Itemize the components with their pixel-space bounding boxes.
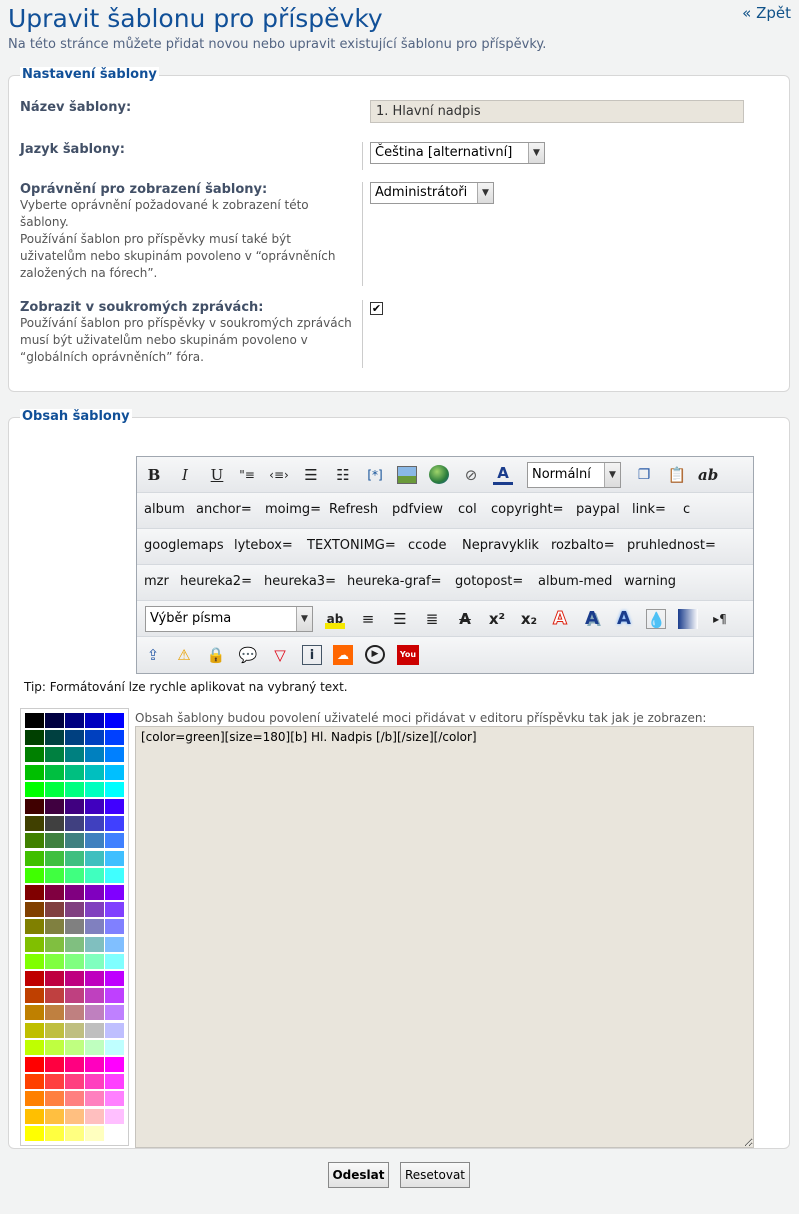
permission-row [20,182,780,286]
color-swatch[interactable] [85,1023,104,1038]
color-swatch[interactable] [65,747,84,762]
color-swatch[interactable] [45,954,64,969]
color-swatch[interactable] [25,851,44,866]
custom-bbcode-button[interactable]: moimg= [265,502,322,517]
color-swatch[interactable] [25,1109,44,1124]
custom-bbcode-button[interactable]: ccode [408,538,447,553]
color-swatch[interactable] [65,971,84,986]
custom-bbcode-button[interactable]: link= [632,502,666,517]
custom-bbcode-button[interactable]: anchor= [196,502,252,517]
youtube-icon[interactable]: You [397,645,419,665]
text-color-icon[interactable]: A [493,465,513,485]
color-swatch[interactable] [85,954,104,969]
gradient-icon[interactable] [678,609,698,629]
color-swatch[interactable] [65,885,84,900]
color-swatch[interactable] [85,1057,104,1072]
color-swatch[interactable] [65,1005,84,1020]
editor-toolbar [136,456,754,674]
settings-legend: Nastavení šablony [22,67,157,82]
text-outline-red-icon[interactable]: A [553,608,567,629]
color-swatch[interactable] [85,1040,104,1055]
color-swatch[interactable] [85,713,104,728]
color-swatch[interactable] [45,1074,64,1089]
color-swatch[interactable] [25,937,44,952]
permission-explain-2: Používání šablon pro příspěvky musí také být uživatelům nebo skupinám povoleno v “oprávněních založených na fórech”. [20,232,336,280]
color-swatch[interactable] [85,765,104,780]
quote-button[interactable]: "≡ [239,468,255,482]
color-swatch[interactable] [105,747,124,762]
direction-icon[interactable]: ▸¶ [713,612,727,626]
language-label: Jazyk šablony: [20,142,125,157]
custom-bbcode-button[interactable]: gotopost= [455,574,524,589]
text-glow-icon[interactable]: A [617,608,631,629]
color-swatch[interactable] [85,747,104,762]
permission-explain-1: Vyberte oprávnění požadované k zobrazení této šablony. [20,198,309,229]
color-swatch[interactable] [65,919,84,934]
color-palette [20,708,129,1146]
color-swatch[interactable] [65,988,84,1003]
upload-icon[interactable]: ⇪ [146,646,160,664]
color-swatch[interactable] [85,868,104,883]
alert-triangle-icon[interactable]: ▽ [274,646,286,664]
pm-checkbox[interactable]: ✔ [371,302,382,315]
color-swatch[interactable] [85,851,104,866]
color-swatch[interactable] [105,765,124,780]
color-swatch[interactable] [25,730,44,745]
color-swatch[interactable] [45,799,64,814]
color-swatch[interactable] [85,1109,104,1124]
chevron-down-icon: ▼ [604,463,620,487]
settings-panel [8,67,790,392]
color-swatch[interactable] [105,988,124,1003]
image-icon[interactable] [397,466,417,484]
custom-bbcode-button[interactable]: googlemaps [144,538,224,553]
color-swatch[interactable] [85,1005,104,1020]
color-swatch[interactable] [45,868,64,883]
chevron-down-icon: ▼ [528,143,544,163]
color-swatch[interactable] [105,1005,124,1020]
color-swatch[interactable] [65,799,84,814]
bold-button[interactable]: B [147,466,161,484]
submit-button[interactable]: Odeslat [328,1162,389,1188]
name-input[interactable] [370,100,744,123]
color-swatch[interactable] [105,1109,124,1124]
formatting-tip: Tip: Formátování lze rychle aplikovat na vybraný text. [24,680,348,694]
subscript-icon[interactable]: x₂ [520,610,538,628]
content-legend: Obsah šablony [22,409,130,424]
color-swatch[interactable] [25,1126,44,1141]
lock-icon[interactable]: 🔒 [206,646,226,664]
color-swatch[interactable] [65,1091,84,1106]
name-row [20,100,780,128]
color-swatch[interactable] [25,713,44,728]
toolbar-row-custom-3 [137,565,753,601]
color-swatch[interactable] [65,1126,84,1141]
pm-label: Zobrazit v soukromých zprávách: [20,300,264,315]
language-select[interactable] [370,142,545,164]
align-justify-icon[interactable]: ☰ [393,610,407,628]
color-swatch[interactable] [85,1074,104,1089]
color-swatch[interactable] [85,1126,104,1141]
custom-bbcode-button[interactable]: copyright= [491,502,564,517]
color-swatch[interactable] [45,782,64,797]
highlight-icon[interactable]: ab [325,609,345,629]
color-swatch[interactable] [45,902,64,917]
custom-bbcode-button[interactable]: album-med [538,574,613,589]
color-swatch[interactable] [25,1023,44,1038]
color-swatch[interactable] [105,971,124,986]
toolbar-row-formatting [137,457,753,493]
color-swatch[interactable] [25,885,44,900]
chevron-down-icon: ▼ [296,607,312,631]
color-swatch[interactable] [105,1040,124,1055]
color-swatch[interactable] [65,833,84,848]
strikethrough-icon[interactable]: A [459,610,471,628]
speech-bubble-icon[interactable]: 💬 [238,646,258,664]
custom-bbcode-button[interactable]: lytebox= [234,538,293,553]
color-swatch[interactable] [85,799,104,814]
color-swatch[interactable] [25,902,44,917]
color-swatch[interactable] [85,885,104,900]
color-swatch[interactable] [25,782,44,797]
italic-button[interactable]: I [182,466,188,484]
color-swatch[interactable] [105,1091,124,1106]
color-swatch[interactable] [65,1057,84,1072]
color-swatch[interactable] [45,885,64,900]
underline-button[interactable]: U [210,466,224,484]
color-swatch[interactable] [25,799,44,814]
color-swatch[interactable] [105,782,124,797]
color-swatch[interactable] [65,713,84,728]
bullet-list-button[interactable]: ☰ [304,466,318,484]
align-center-icon[interactable]: ≡ [361,610,375,628]
color-swatch[interactable] [45,713,64,728]
blur-icon[interactable]: 💧 [647,611,666,629]
color-swatch[interactable] [45,1040,64,1055]
custom-bbcode-button[interactable]: album [144,502,185,517]
warning-icon[interactable]: ⚠ [177,646,191,664]
superscript-icon[interactable]: x² [488,610,506,628]
color-swatch[interactable] [65,1109,84,1124]
color-swatch[interactable] [25,1091,44,1106]
play-icon[interactable]: ▶ [365,645,385,664]
content-textarea[interactable] [135,726,754,1148]
color-swatch[interactable] [65,1040,84,1055]
language-row [20,142,780,170]
color-swatch[interactable] [65,1074,84,1089]
custom-bbcode-button[interactable]: heureka3= [264,574,336,589]
color-swatch[interactable] [105,730,124,745]
color-swatch[interactable] [85,833,104,848]
permission-select-value: Administrátoři [375,185,468,200]
color-swatch[interactable] [65,937,84,952]
toolbar-row-custom-2 [137,529,753,565]
color-swatch[interactable] [65,730,84,745]
color-swatch[interactable] [45,937,64,952]
color-swatch[interactable] [65,902,84,917]
color-swatch[interactable] [25,1057,44,1072]
color-swatch[interactable] [45,747,64,762]
color-swatch[interactable] [85,1091,104,1106]
color-swatch[interactable] [105,1023,124,1038]
color-swatch[interactable] [45,833,64,848]
color-swatch[interactable] [45,765,64,780]
color-swatch[interactable] [85,902,104,917]
permission-label: Oprávnění pro zobrazení šablony: [20,182,268,197]
color-swatch[interactable] [45,988,64,1003]
custom-bbcode-button[interactable]: warning [624,574,677,589]
color-swatch[interactable] [45,1023,64,1038]
custom-bbcode-button[interactable]: Refresh [329,502,379,517]
color-swatch[interactable] [25,1040,44,1055]
color-swatch[interactable] [105,885,124,900]
color-swatch[interactable] [105,851,124,866]
color-swatch[interactable] [85,971,104,986]
color-swatch[interactable] [45,971,64,986]
color-swatch[interactable] [25,868,44,883]
reset-button[interactable]: Resetovat [400,1162,470,1188]
color-swatch[interactable] [25,1005,44,1020]
color-swatch[interactable] [45,919,64,934]
color-swatch[interactable] [105,816,124,831]
toolbar-row-font [137,601,753,637]
page-description: Na této stránce můžete přidat novou nebo upravit existující šablonu pro příspěvky. [8,37,547,52]
color-swatch[interactable] [25,816,44,831]
custom-bbcode-button[interactable]: col [458,502,477,517]
custom-bbcode-button[interactable]: c [683,502,691,517]
info-icon[interactable]: i [302,645,322,665]
color-swatch[interactable] [65,1023,84,1038]
custom-bbcode-button[interactable]: pruhlednost= [627,538,716,553]
color-swatch[interactable] [85,730,104,745]
custom-bbcode-button[interactable]: pdfview [392,502,444,517]
color-swatch[interactable] [105,1074,124,1089]
color-swatch[interactable] [105,1057,124,1072]
font-size-select-value: Normální [532,467,591,482]
color-swatch[interactable] [105,868,124,883]
color-swatch[interactable] [105,937,124,952]
numbered-list-button[interactable]: ☷ [336,466,350,484]
color-swatch[interactable] [65,954,84,969]
color-swatch[interactable] [65,816,84,831]
color-swatch[interactable] [45,730,64,745]
color-swatch[interactable] [65,851,84,866]
color-swatch[interactable] [65,765,84,780]
color-swatch[interactable] [25,919,44,934]
custom-bbcode-button[interactable]: heureka2= [180,574,252,589]
chevron-down-icon: ▼ [477,183,493,203]
color-swatch[interactable] [25,954,44,969]
color-swatch[interactable] [105,833,124,848]
font-face-select[interactable] [145,606,313,632]
custom-bbcode-button[interactable]: mzr [144,574,169,589]
color-swatch[interactable] [25,1074,44,1089]
language-select-value: Čeština [alternativní] [375,145,513,160]
list-item-button[interactable]: [*] [367,468,383,482]
copy-icon[interactable]: ❐ [637,467,651,483]
name-label: Název šablony: [20,100,132,115]
custom-bbcode-button[interactable]: paypal [576,502,620,517]
pm-row [20,300,780,368]
custom-bbcode-button[interactable]: TEXTONIMG= [307,538,396,553]
color-swatch[interactable] [25,988,44,1003]
color-swatch[interactable] [85,919,104,934]
color-swatch[interactable] [105,799,124,814]
pm-explain: Používání šablon pro příspěvky v soukromých zprávách musí být uživatelům nebo skupinám povoleno v “globálních oprávněních” fóra. [20,316,352,364]
code-button[interactable]: ‹≡› [269,468,289,482]
color-swatch[interactable] [105,1126,124,1141]
content-label: Obsah šablony budou povolení uživatelé moci přidávat v editoru příspěvku tak jak je zobrazen: [135,711,707,725]
color-swatch[interactable] [105,713,124,728]
paste-icon[interactable]: 📋 [667,466,687,484]
font-face-select-value: Výběr písma [150,611,232,626]
font-size-select[interactable] [527,462,621,488]
color-swatch[interactable] [45,816,64,831]
color-swatch[interactable] [85,937,104,952]
flash-icon[interactable]: ⊘ [464,466,478,484]
color-swatch[interactable] [85,782,104,797]
color-swatch[interactable] [25,747,44,762]
page-title: Upravit šablonu pro příspěvky [8,4,383,33]
color-swatch[interactable] [85,988,104,1003]
color-swatch[interactable] [85,816,104,831]
color-swatch[interactable] [105,919,124,934]
permission-select[interactable] [370,182,494,204]
custom-bbcode-button[interactable]: rozbalto= [551,538,615,553]
color-swatch[interactable] [45,1005,64,1020]
color-swatch[interactable] [45,1126,64,1141]
spellcheck-icon[interactable]: ab [698,466,719,484]
custom-bbcode-button[interactable]: Nepravyklik [462,538,539,553]
text-shadow-icon[interactable]: A [585,608,599,629]
back-link[interactable]: « Zpět [742,4,791,22]
color-swatch[interactable] [25,971,44,986]
color-swatch[interactable] [65,782,84,797]
toolbar-row-custom-1 [137,493,753,529]
color-swatch[interactable] [45,1057,64,1072]
color-swatch[interactable] [25,833,44,848]
color-swatch[interactable] [45,1109,64,1124]
content-panel [8,409,790,1149]
custom-bbcode-button[interactable]: heureka-graf= [347,574,442,589]
color-swatch[interactable] [105,954,124,969]
color-swatch[interactable] [45,851,64,866]
color-swatch[interactable] [65,868,84,883]
color-swatch[interactable] [105,902,124,917]
align-right-icon[interactable]: ≣ [425,610,439,628]
soundcloud-icon[interactable]: ☁ [333,645,353,665]
color-swatch[interactable] [25,765,44,780]
globe-link-icon[interactable] [429,465,449,484]
toolbar-row-media [137,637,753,673]
color-swatch[interactable] [45,1091,64,1106]
